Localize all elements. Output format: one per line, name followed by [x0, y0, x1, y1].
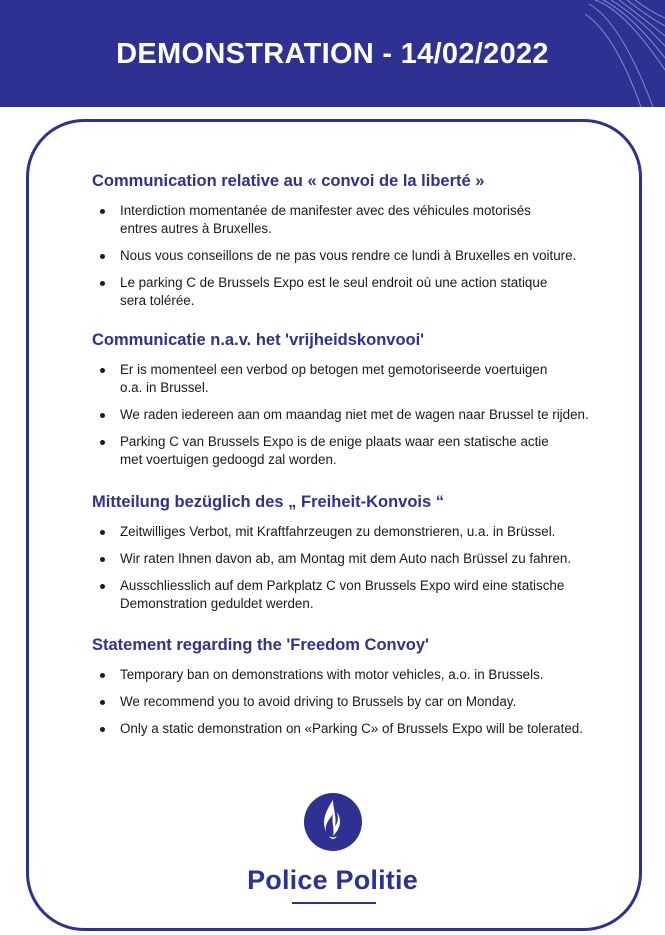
list-item: Ausschliesslich auf dem Parkplatz C von Brussels Expo wird eine statische Demonstration geduldet werden.	[92, 577, 632, 613]
page-title: DEMONSTRATION - 14/02/2022	[116, 38, 549, 70]
list-item: Temporary ban on demonstrations with motor vehicles, a.o. in Brussels.	[92, 666, 632, 684]
section-english	[92, 634, 632, 747]
list-item: Interdiction momentanée de manifester avec des véhicules motorisés entres autres à Bruxelles.	[92, 202, 632, 238]
list-item: Wir raten Ihnen davon ab, am Montag mit dem Auto nach Brüssel zu fahren.	[92, 550, 632, 568]
bullet-list	[92, 523, 632, 613]
police-flame-emblem-icon	[303, 792, 363, 852]
list-item: Parking C van Brussels Expo is de enige plaats waar een statische actie met voertuigen gedoogd zal worden.	[92, 433, 632, 469]
list-item: Only a static demonstration on «Parking C» of Brussels Expo will be tolerated.	[92, 720, 632, 738]
section-title: Communication relative au « convoi de la liberté »	[92, 172, 485, 190]
bullet-list	[92, 361, 632, 469]
header-banner	[0, 0, 665, 107]
bullet-list	[92, 202, 632, 310]
list-item: Le parking C de Brussels Expo est le seul endroit où une action statique sera tolérée.	[92, 274, 632, 310]
bullet-list	[92, 666, 632, 738]
section-title: Communicatie n.a.v. het 'vrijheidskonvooi'	[92, 331, 425, 349]
list-item: Nous vous conseillons de ne pas vous rendre ce lundi à Bruxelles en voiture.	[92, 247, 632, 265]
section-german	[92, 491, 632, 622]
logo-underline	[292, 902, 376, 904]
list-item: Zeitwilliges Verbot, mit Kraftfahrzeugen zu demonstrieren, u.a. in Brüssel.	[92, 523, 632, 541]
section-dutch	[92, 329, 632, 478]
list-item: Er is momenteel een verbod op betogen met gemotoriseerde voertuigen o.a. in Brussel.	[92, 361, 632, 397]
list-item: We raden iedereen aan om maandag niet met de wagen naar Brussel te rijden.	[92, 406, 632, 424]
logo-text: Police Politie	[247, 865, 418, 895]
section-title: Mitteilung bezüglich des „ Freiheit-Konvois “	[92, 493, 445, 511]
section-french	[92, 170, 632, 319]
section-title: Statement regarding the 'Freedom Convoy'	[92, 636, 429, 654]
list-item: We recommend you to avoid driving to Brussels by car on Monday.	[92, 693, 632, 711]
